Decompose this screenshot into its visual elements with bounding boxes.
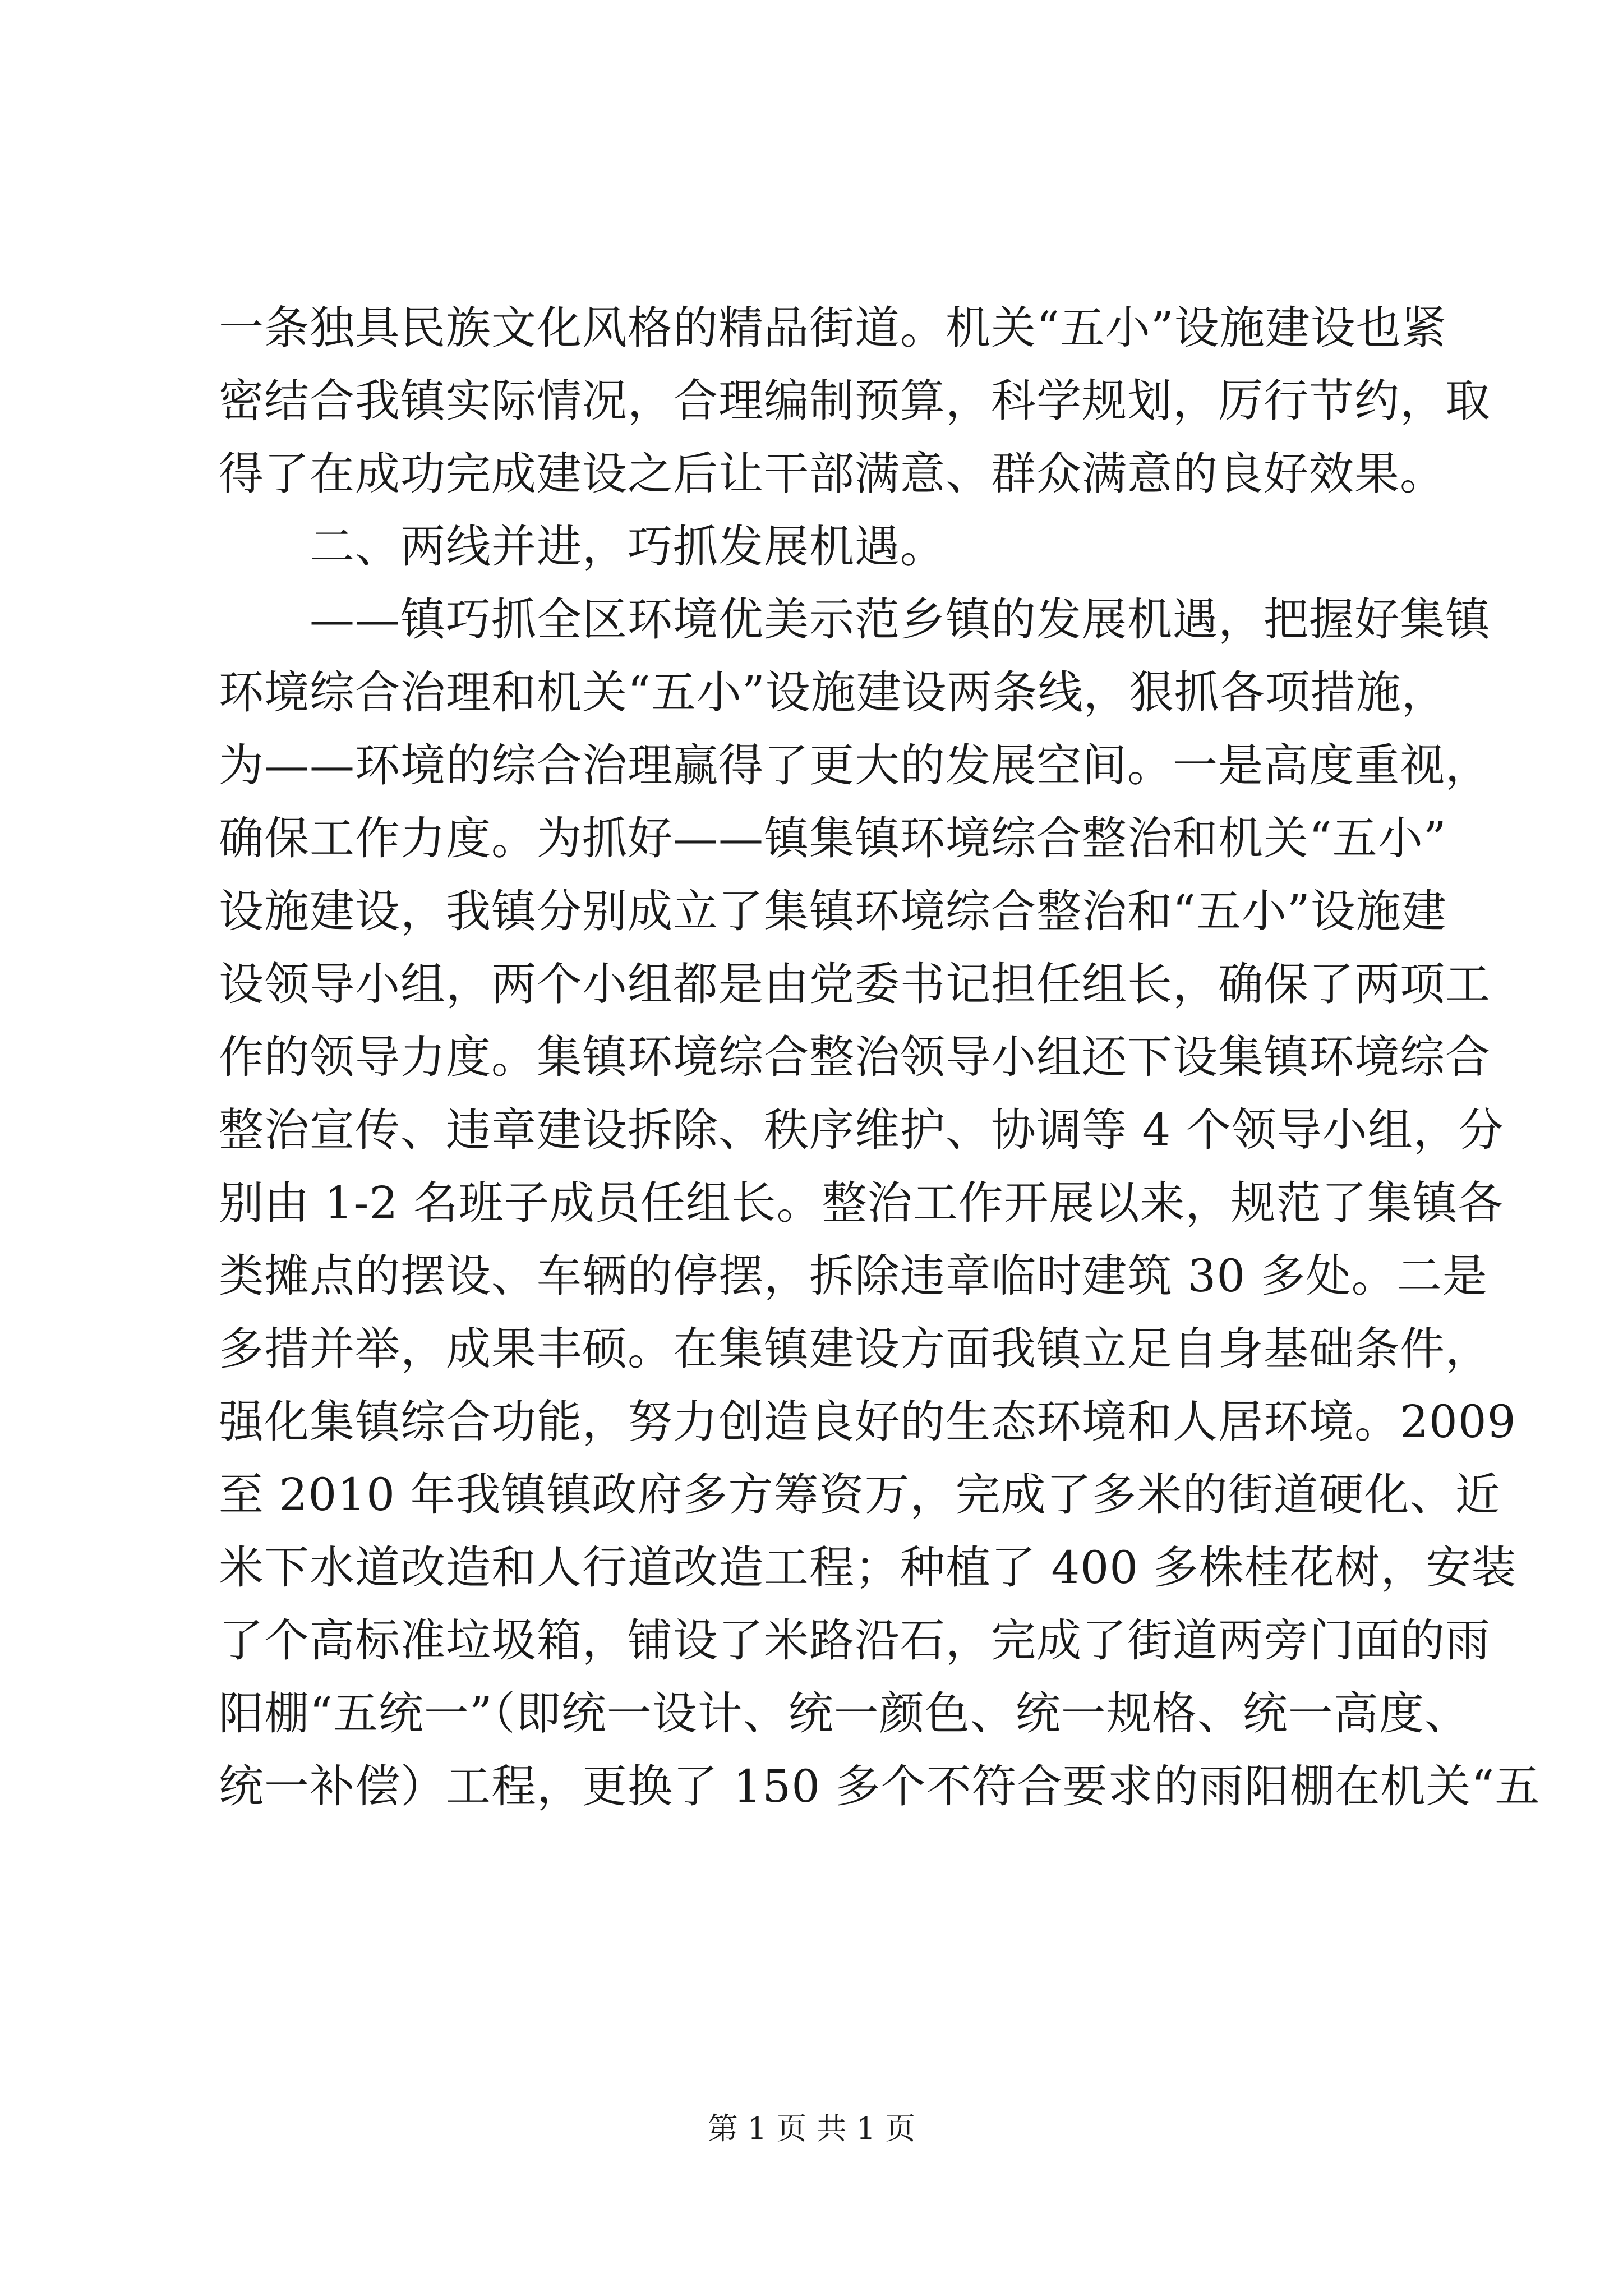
text-line: 环境综合治理和机关“五小”设施建设两条线，狠抓各项措施，	[219, 666, 1447, 719]
text-line: 别由 1-2 名班子成员任组长。整治工作开展以来，规范了集镇各	[219, 1177, 1504, 1229]
text-line: 确保工作力度。为抓好——镇集镇环境综合整治和机关“五小”	[219, 812, 1447, 864]
text-line: 得了在成功完成建设之后让干部满意、群众满意的良好效果。	[219, 448, 1445, 500]
text-line: 至 2010 年我镇镇政府多方筹资万，完成了多米的街道硬化、近	[219, 1469, 1501, 1521]
section-heading: 二、两线并进，巧抓发展机遇。	[219, 521, 946, 573]
text-line: 强化集镇综合功能，努力创造良好的生态环境和人居环境。2009	[219, 1396, 1516, 1448]
text-line: 作的领导力度。集镇环境综合整治领导小组还下设集镇环境综合	[219, 1031, 1491, 1083]
text-line: 统一补偿）工程，更换了 150 多个不符合要求的雨阳棚在机关“五	[219, 1760, 1541, 1812]
text-line: 一条独具民族文化风格的精品街道。机关“五小”设施建设也紧	[219, 302, 1447, 354]
text-line: ——镇巧抓全区环境优美示范乡镇的发展机遇，把握好集镇	[219, 593, 1491, 646]
text-line: 多措并举，成果丰硕。在集镇建设方面我镇立足自身基础条件，	[219, 1323, 1491, 1375]
text-line: 设领导小组，两个小组都是由党委书记担任组长，确保了两项工	[219, 958, 1491, 1010]
text-line: 阳棚“五统一”（即统一设计、统一颜色、统一规格、统一高度、	[219, 1687, 1470, 1740]
page-footer: 第 1 页 共 1 页	[707, 2111, 916, 2146]
text-line: 密结合我镇实际情况，合理编制预算，科学规划，厉行节约，取	[219, 375, 1491, 427]
text-line: 类摊点的摆设、车辆的停摆，拆除违章临时建筑 30 多处。二是	[219, 1250, 1488, 1302]
text-line: 了个高标准垃圾箱，铺设了米路沿石，完成了街道两旁门面的雨	[219, 1614, 1491, 1667]
text-line: 为——环境的综合治理赢得了更大的发展空间。一是高度重视，	[219, 739, 1491, 792]
text-line: 整治宣传、违章建设拆除、秩序维护、协调等 4 个领导小组，分	[219, 1104, 1504, 1156]
text-line: 设施建设，我镇分别成立了集镇环境综合整治和“五小”设施建	[219, 885, 1447, 937]
text-line: 米下水道改造和人行道改造工程；种植了 400 多株桂花树，安装	[219, 1542, 1517, 1594]
